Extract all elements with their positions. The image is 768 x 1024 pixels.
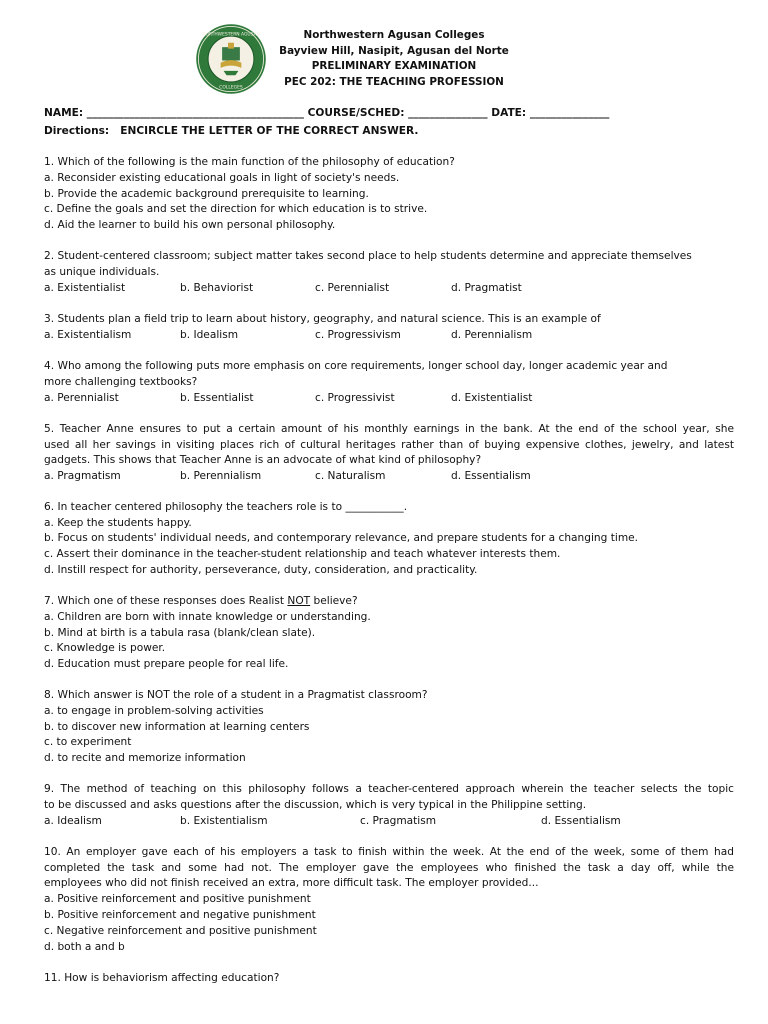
question-5-options [44,469,734,485]
question-7-option-c[interactable]: c. Knowledge is power. [44,642,166,654]
directions [44,124,418,140]
question-10-stem-line-3: employees who did not finish received an extra, more difficult task. The employer provided... [44,877,539,890]
question-7-stem-pre: 7. Which one of these responses does Realist [44,595,288,607]
question-1-option-b[interactable]: b. Provide the academic background prerequisite to learning. [44,188,369,200]
question-1-stem: 1. Which of the following is the main function of the philosophy of education? [44,156,455,168]
question-5-option-d[interactable]: d. Essentialism [451,470,531,482]
question-5-option-c[interactable]: c. Naturalism [315,470,386,482]
question-9-option-a[interactable]: a. Idealism [44,815,102,827]
question-3-option-b[interactable]: b. Idealism [180,329,239,341]
question-8-option-c[interactable]: c. to experiment [44,736,132,748]
question-6-stem: 6. In teacher centered philosophy the teachers role is to ___________. [44,501,408,513]
question-10-stem-line-1: 10. An employer gave each of his employers a task to finish within the week. At the end of the week, some of them had [44,846,734,858]
question-6-option-c[interactable]: c. Assert their dominance in the teacher-student relationship and teach whatever interests them. [44,548,561,560]
college-address: Bayview Hill, Nasipit, Agusan del Norte [279,44,509,57]
question-2-option-a[interactable]: a. Existentialist [44,282,126,294]
directions-text: ENCIRCLE THE LETTER OF THE CORRECT ANSWER. [120,125,419,137]
question-3-option-c[interactable]: c. Progressivism [315,329,401,341]
question-8-option-d[interactable]: d. to recite and memorize information [44,752,246,764]
question-6-option-a[interactable]: a. Keep the students happy. [44,517,192,529]
question-7-stem-not: NOT [287,595,311,607]
question-10-option-a[interactable]: a. Positive reinforcement and positive punishment [44,893,311,905]
question-9-option-b[interactable]: b. Existentialism [180,815,268,827]
question-5-option-b[interactable]: b. Perennialism [180,470,262,482]
question-6-option-d[interactable]: d. Instill respect for authority, perseverance, duty, consideration, and practicality. [44,564,478,576]
question-5-stem-line-1: 5. Teacher Anne ensures to put a certain amount of his monthly earnings in the bank. At the end of the school year, she [44,423,734,435]
college-name: Northwestern Agusan Colleges [303,29,485,41]
question-5-stem-line-2: used all her savings in visiting places rich of cultural heritages rather than of buying expensive clothes, jewelry, and latest [44,438,734,451]
question-7-option-a[interactable]: a. Children are born with innate knowledge or understanding. [44,611,371,623]
question-9-options [44,814,734,830]
question-2-stem-line-1: 2. Student-centered classroom; subject matter takes second place to help students determine and appreciate themselves [44,250,692,262]
question-4-stem-line-2: more challenging textbooks? [44,376,198,388]
question-1-option-d[interactable]: d. Aid the learner to build his own personal philosophy. [44,219,336,231]
question-5-stem-line-3: gadgets. This shows that Teacher Anne is an advocate of what kind of philosophy? [44,454,482,467]
question-3-option-a[interactable]: a. Existentialism [44,329,132,341]
question-10-stem-line-2: completed the task and some had not. The employer gave the employees who finished the task a day off, while the [44,861,734,874]
exam-header [44,28,734,91]
question-7-stem [44,594,358,610]
question-6-option-b[interactable]: b. Focus on students' individual needs, and contemporary relevance, and prepare students for a changing time. [44,532,639,544]
question-1-option-a[interactable]: a. Reconsider existing educational goals in light of society's needs. [44,172,400,184]
question-4-option-d[interactable]: d. Existentialist [451,392,533,404]
question-9-stem-line-1: 9. The method of teaching on this philosophy follows a teacher-centered approach wherein the teacher selects the topic [44,783,734,795]
question-2-option-b[interactable]: b. Behaviorist [180,282,254,294]
question-4-stem-line-1: 4. Who among the following puts more emphasis on core requirements, longer school day, longer academic year and [44,360,668,372]
header-text [244,28,544,90]
question-4-option-c[interactable]: c. Progressivist [315,392,395,404]
svg-text:NORTHWESTERN AGUSAN: NORTHWESTERN AGUSAN [202,32,260,38]
question-4-option-b[interactable]: b. Essentialist [180,392,254,404]
directions-label: Directions: [44,125,110,137]
question-4-options [44,391,734,407]
question-10-option-c[interactable]: c. Negative reinforcement and positive punishment [44,925,317,937]
question-7-option-d[interactable]: d. Education must prepare people for real life. [44,658,289,670]
svg-text:COLLEGES: COLLEGES [219,85,243,91]
course-title: PEC 202: THE TEACHING PROFESSION [284,75,504,88]
question-2-option-c[interactable]: c. Perennialist [315,282,390,294]
question-7-option-b[interactable]: b. Mind at birth is a tabula rasa (blank/clean slate). [44,627,316,639]
question-10-option-b[interactable]: b. Positive reinforcement and negative punishment [44,909,316,921]
question-8-option-b[interactable]: b. to discover new information at learning centers [44,721,310,733]
question-11-stem: 11. How is behaviorism affecting education? [44,972,280,984]
question-1-option-c[interactable]: c. Define the goals and set the direction for which education is to strive. [44,203,428,215]
question-3-stem: 3. Students plan a field trip to learn about history, geography, and natural science. This is an example of [44,313,601,325]
question-9-stem [44,782,734,813]
question-3-options [44,328,734,344]
question-2-options [44,281,734,297]
name-course-date-fields[interactable]: NAME: _________________________________________ COURSE/SCHED: _______________ DATE: _______________ [44,107,610,119]
question-10-stem [44,845,734,892]
question-5-stem [44,422,734,469]
question-9-stem-line-2: to be discussed and asks questions after the discussion, which is very typical in the Philippine setting. [44,798,587,811]
question-9-option-c[interactable]: c. Pragmatism [360,815,437,827]
question-8-option-a[interactable]: a. to engage in problem-solving activities [44,705,264,717]
question-5-option-a[interactable]: a. Pragmatism [44,470,121,482]
question-2-option-d[interactable]: d. Pragmatist [451,282,522,294]
question-2-stem-line-2: as unique individuals. [44,266,160,278]
question-10-option-d[interactable]: d. both a and b [44,941,125,953]
question-4-option-a[interactable]: a. Perennialist [44,392,119,404]
exam-title: PRELIMINARY EXAMINATION [311,60,477,73]
question-3-option-d[interactable]: d. Perennialism [451,329,533,341]
question-8-stem: 8. Which answer is NOT the role of a student in a Pragmatist classroom? [44,689,428,701]
question-7-stem-post: believe? [310,595,358,607]
question-9-option-d[interactable]: d. Essentialism [541,815,621,827]
